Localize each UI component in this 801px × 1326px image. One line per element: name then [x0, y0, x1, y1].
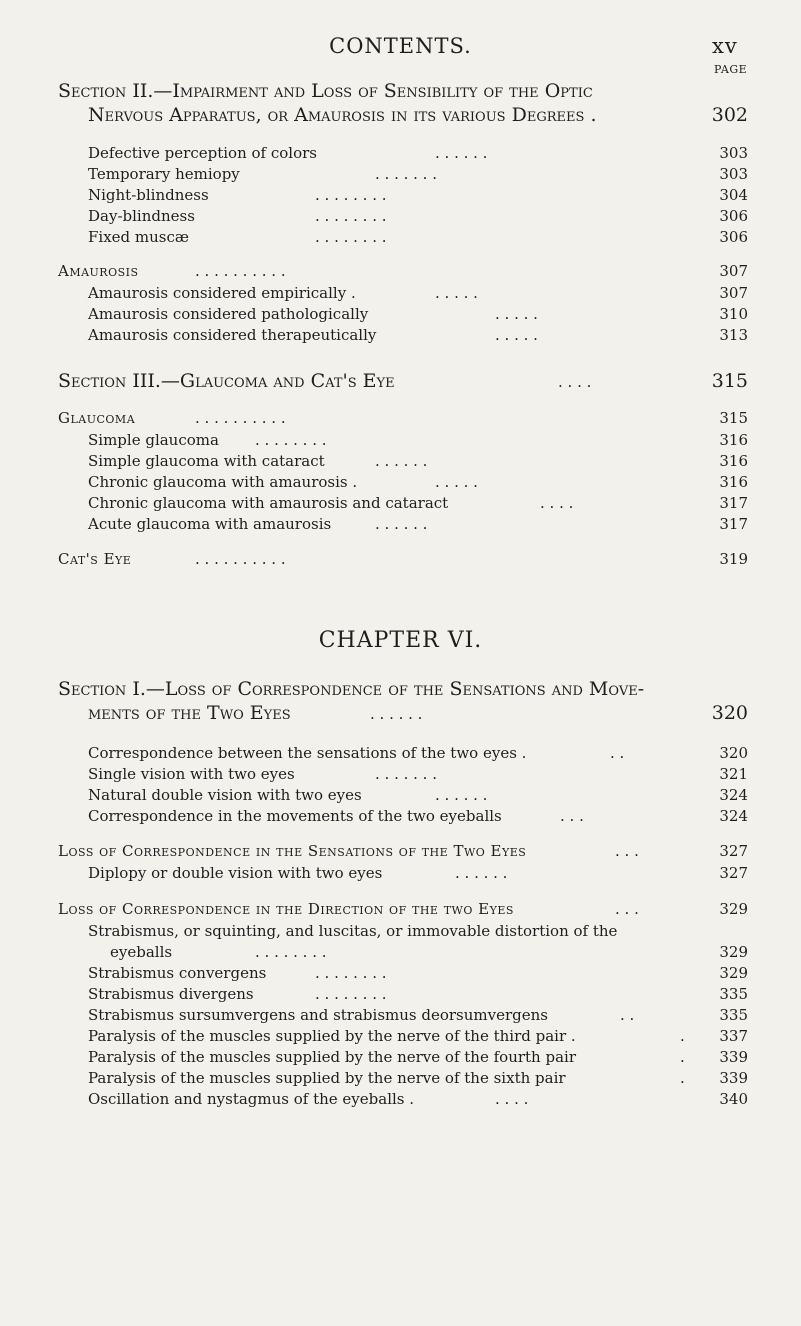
entry-page: 339: [719, 1048, 748, 1066]
leader-dots: . . . . .: [495, 326, 538, 344]
leader-dots: . . . . . . . . . .: [195, 550, 286, 568]
leader-dots: . . . . . . .: [375, 165, 437, 183]
leader-dots: . . . . . . . . . .: [195, 409, 286, 427]
entry-paralysis-fourth-pair: Paralysis of the muscles supplied by the nerve of the fourth pair: [88, 1048, 576, 1066]
leader-dots: . .: [610, 744, 625, 762]
entry-paralysis-sixth-pair: Paralysis of the muscles supplied by the nerve of the sixth pair: [88, 1069, 566, 1087]
entry-page: 320: [719, 744, 748, 762]
entry-night-blindness: Night-blindness: [88, 186, 209, 204]
entry-simple-glaucoma: Simple glaucoma: [88, 431, 219, 449]
leader-dots: . . . .: [558, 373, 592, 391]
entry-page: 307: [719, 284, 748, 302]
entry-amaurosis-empirically: Amaurosis considered empirically .: [88, 284, 356, 302]
leader-dots: . . . .: [540, 494, 574, 512]
entry-page: 317: [719, 494, 748, 512]
entry-simple-glaucoma-cataract: Simple glaucoma with cataract: [88, 452, 325, 470]
entry-oscillation-nystagmus: Oscillation and nystagmus of the eyeballs .: [88, 1090, 415, 1108]
leader-dots: .: [680, 1027, 685, 1045]
leader-dots: . . . . .: [435, 284, 478, 302]
leader-dots: . . . . . . . .: [315, 186, 387, 204]
entry-page: 303: [719, 165, 748, 183]
section-iii-title: Section III.—Glaucoma and Cat's Eye: [58, 370, 395, 392]
heading-amaurosis: Amaurosis: [58, 262, 139, 280]
entry-page: 340: [719, 1090, 748, 1108]
chapter-heading: CHAPTER VI.: [318, 628, 483, 653]
leader-dots: . . .: [615, 900, 639, 918]
entry-page: 335: [719, 1006, 748, 1024]
leader-dots: .: [680, 1069, 685, 1087]
entry-page: 317: [719, 515, 748, 533]
entry-temporary-hemiopy: Temporary hemiopy: [88, 165, 240, 183]
entry-page: 316: [719, 452, 748, 470]
amaurosis-page: 307: [719, 262, 748, 280]
leader-dots: . . . . . .: [435, 144, 488, 162]
entry-strabismus-line1: Strabismus, or squinting, and luscitas, or immovable distortion of the: [88, 922, 618, 940]
entry-chronic-glaucoma-amaurosis-cataract: Chronic glaucoma with amaurosis and cataract: [88, 494, 449, 512]
entry-page: 324: [719, 786, 748, 804]
entry-diplopy: Diplopy or double vision with two eyes: [88, 864, 383, 882]
page-header-number: xv: [712, 34, 738, 58]
page-column-label: PAGE: [714, 63, 748, 76]
entry-page: 339: [719, 1069, 748, 1087]
entry-page: 327: [719, 864, 748, 882]
entry-acute-glaucoma-amaurosis: Acute glaucoma with amaurosis: [88, 515, 332, 533]
entry-amaurosis-pathologically: Amaurosis considered pathologically: [88, 305, 369, 323]
entry-amaurosis-therapeutically: Amaurosis considered therapeutically: [88, 326, 377, 344]
leader-dots: . . . . . . . .: [255, 431, 327, 449]
heading-glaucoma: Glaucoma: [58, 409, 136, 427]
leader-dots: . . . . . . . . . .: [195, 262, 286, 280]
leader-dots: . . . . . . . .: [315, 985, 387, 1003]
entry-correspondence-sensations: Correspondence between the sensations of the two eyes .: [88, 744, 527, 762]
entry-strabismus-divergens: Strabismus divergens: [88, 985, 254, 1003]
entry-page: 316: [719, 431, 748, 449]
leader-dots: . . .: [560, 807, 584, 825]
entry-single-vision: Single vision with two eyes: [88, 765, 295, 783]
entry-day-blindness: Day-blindness: [88, 207, 195, 225]
leader-dots: . . . . . .: [375, 515, 428, 533]
entry-page: 306: [719, 228, 748, 246]
leader-dots: . .: [620, 1006, 635, 1024]
entry-page: 335: [719, 985, 748, 1003]
leader-dots: . . . . . .: [455, 864, 508, 882]
entry-paralysis-third-pair: Paralysis of the muscles supplied by the nerve of the third pair .: [88, 1027, 576, 1045]
entry-page: 304: [719, 186, 748, 204]
entry-page: 337: [719, 1027, 748, 1045]
page-header-title: CONTENTS.: [329, 34, 472, 58]
leader-dots: . . . . . . . .: [315, 964, 387, 982]
section-ii-page: 302: [711, 104, 748, 126]
leader-dots: . . . . . . . .: [255, 943, 327, 961]
entry-page: 303: [719, 144, 748, 162]
section-i-page: 320: [711, 702, 748, 724]
heading-cats-eye: Cat's Eye: [58, 550, 132, 568]
section-i-title-line2: ments of the Two Eyes: [88, 702, 291, 724]
entry-defective-colors: Defective perception of colors: [88, 144, 317, 162]
leader-dots: . . . . .: [495, 305, 538, 323]
entry-page: 329: [719, 943, 748, 961]
loss-direction-page: 329: [719, 900, 748, 918]
cats-eye-page: 319: [719, 550, 748, 568]
leader-dots: . . . . . . . .: [315, 207, 387, 225]
leader-dots: .: [680, 1048, 685, 1066]
entry-fixed-muscae: Fixed muscæ: [88, 228, 189, 246]
leader-dots: . . . . . . .: [375, 765, 437, 783]
entry-strabismus-convergens: Strabismus convergens: [88, 964, 267, 982]
entry-natural-double-vision: Natural double vision with two eyes: [88, 786, 362, 804]
entry-page: 313: [719, 326, 748, 344]
leader-dots: . . .: [615, 842, 639, 860]
glaucoma-page: 315: [719, 409, 748, 427]
entry-chronic-glaucoma-amaurosis: Chronic glaucoma with amaurosis .: [88, 473, 358, 491]
section-iii-page: 315: [711, 370, 748, 392]
leader-dots: . . . . .: [435, 473, 478, 491]
entry-page: 321: [719, 765, 748, 783]
leader-dots: . . . . . . . .: [315, 228, 387, 246]
leader-dots: . . . . . .: [435, 786, 488, 804]
section-ii-title-line1: Section II.—Impairment and Loss of Sensibility of the Optic: [58, 80, 593, 102]
heading-loss-sensations: Loss of Correspondence in the Sensations of the Two Eyes: [58, 842, 527, 860]
leader-dots: . . . . . .: [375, 452, 428, 470]
section-ii-title-line2: Nervous Apparatus, or Amaurosis in its various Degrees .: [88, 104, 597, 126]
entry-page: 324: [719, 807, 748, 825]
entry-page: 316: [719, 473, 748, 491]
leader-dots: . . . . . .: [370, 705, 423, 723]
entry-strabismus-sursum-deorsum: Strabismus sursumvergens and strabismus deorsumvergens: [88, 1006, 548, 1024]
entry-correspondence-movements: Correspondence in the movements of the two eyeballs: [88, 807, 502, 825]
section-i-title-line1: Section I.—Loss of Correspondence of the Sensations and Move-: [58, 678, 645, 700]
leader-dots: . . . .: [495, 1090, 529, 1108]
entry-page: 329: [719, 964, 748, 982]
entry-page: 306: [719, 207, 748, 225]
entry-page: 310: [719, 305, 748, 323]
heading-loss-direction: Loss of Correspondence in the Direction of the two Eyes: [58, 900, 514, 918]
entry-strabismus-line2: eyeballs: [110, 943, 173, 961]
loss-sensations-page: 327: [719, 842, 748, 860]
